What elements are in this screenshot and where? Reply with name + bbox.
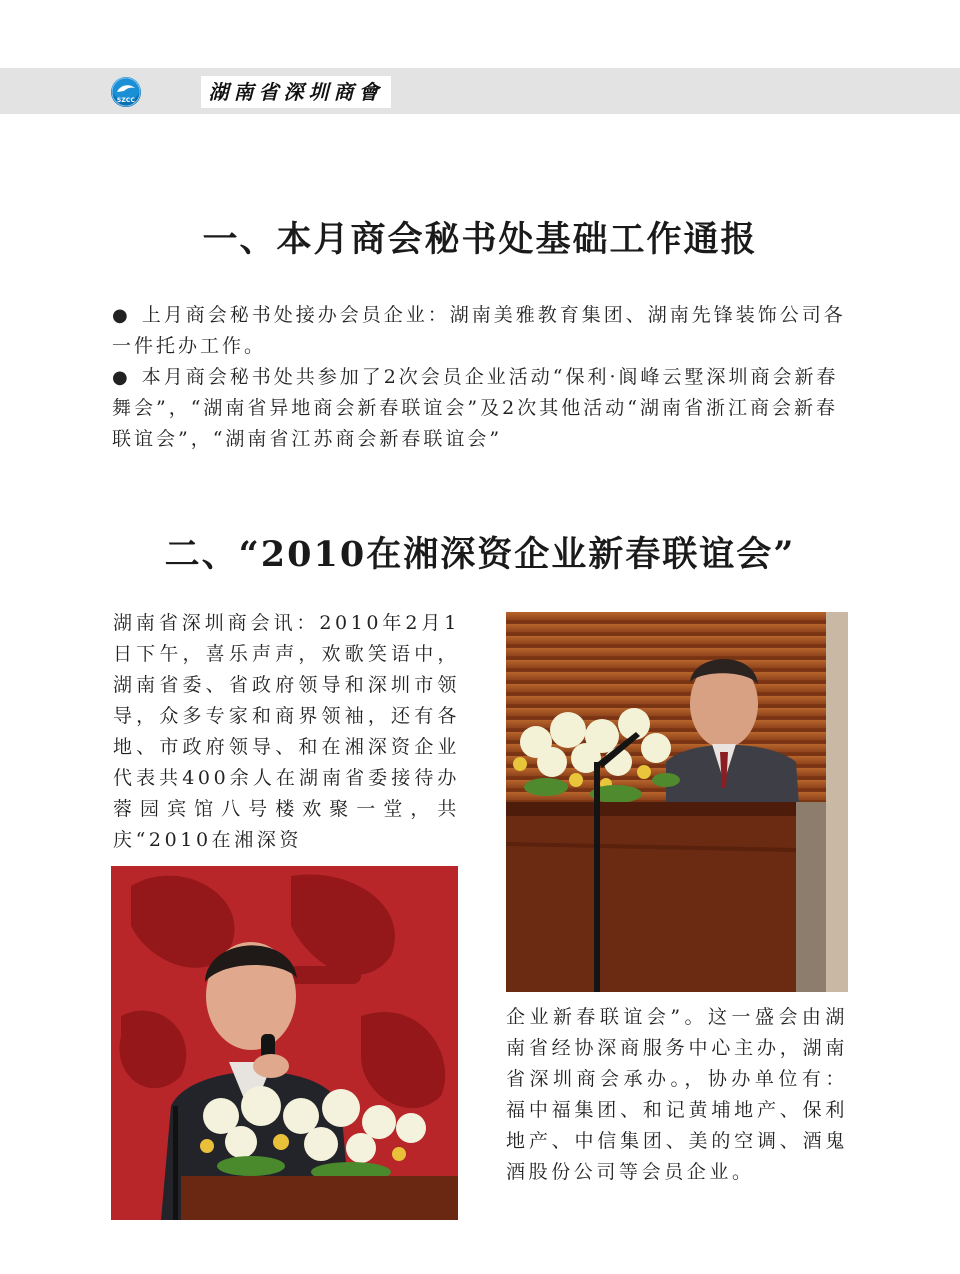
header-band [0, 68, 960, 114]
logo-text: SZCC [116, 97, 136, 104]
bullet-dot-icon: ● [112, 305, 128, 326]
bullet-text: 本月商会秘书处共参加了2次会员企业活动“保利·阆峰云墅深圳商会新春舞会”，“湖南省异地商会新春联谊会”及2次其他活动“湖南省浙江商会新春联谊会”，“湖南省江苏商会新春联谊会” [112, 366, 839, 450]
org-name-banner: 湖南省深圳商會 [201, 76, 391, 108]
article-text-part1: 湖南省深圳商会讯：2010年2月1日下午，喜乐声声，欢歌笑语中，湖南省委、省政府领导和深圳市领导，众多专家和商界领袖，还有各地、市政府领导、和在湘深资企业代表共400余人在湖南省委接待办蓉园宾馆八号楼欢聚一堂，共庆“2010在湘深资 [113, 612, 460, 851]
photo-speaker-at-podium [506, 612, 848, 992]
photo-host-with-microphone [111, 866, 458, 1220]
chamber-logo [111, 77, 141, 107]
bullet-item [112, 362, 847, 455]
bullet-dot-icon: ● [112, 367, 128, 388]
section2-title: 二、“2010在湘深资企业新春联谊会” [164, 534, 796, 575]
bullet-item [112, 300, 847, 362]
bullet-text: 上月商会秘书处接办会员企业：湖南美雅教育集团、湖南先锋装饰公司各一件托办工作。 [112, 304, 846, 357]
article-text-part2: 企业新春联谊会”。这一盛会由湖南省经协深商服务中心主办，湖南省深圳商会承办。，协办单位有：福中福集团、和记黄埔地产、保利地产、中信集团、美的空调、酒鬼酒股份公司等会员企业。 [506, 1006, 848, 1183]
section1-bullet-list [112, 300, 847, 455]
section1-title: 一、本月商会秘书处基础工作通报 [202, 220, 758, 260]
